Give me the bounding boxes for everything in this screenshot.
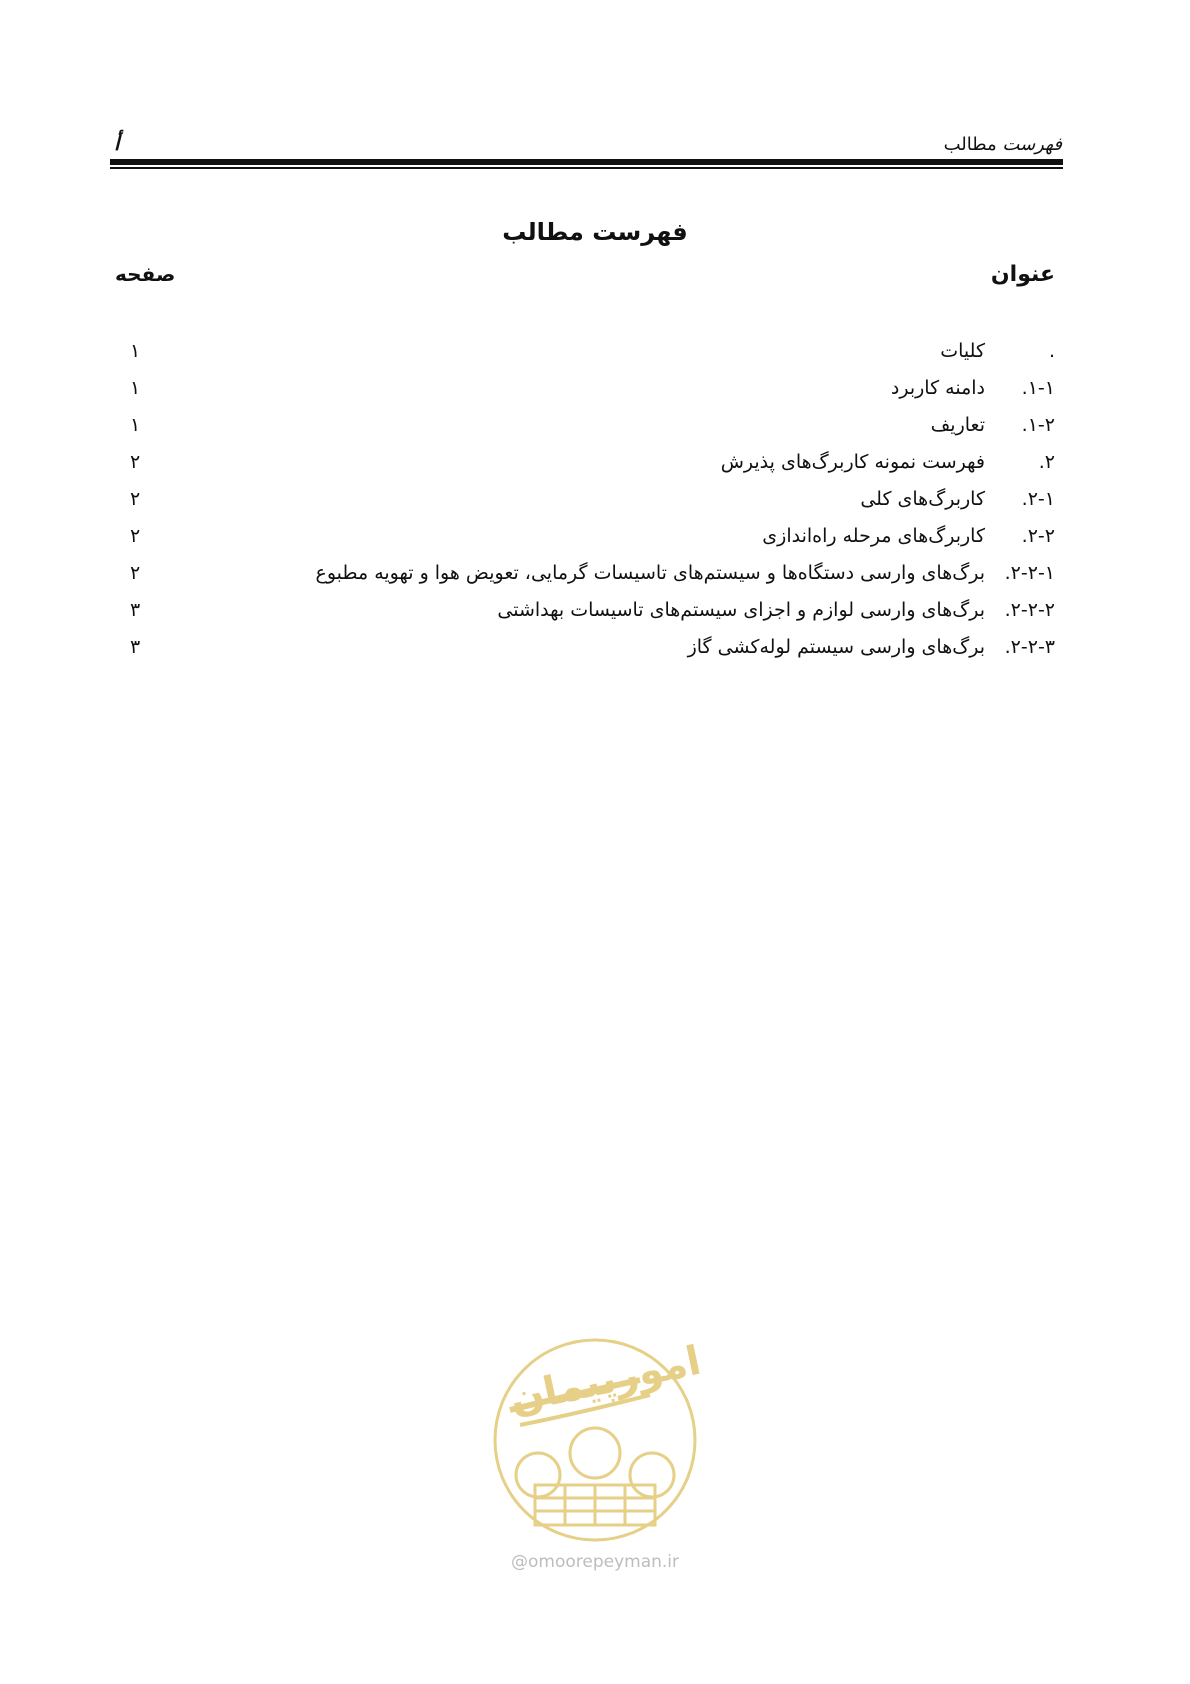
toc-entry-page: ۲: [130, 451, 141, 473]
watermark-brand-text: امورپیمان: [505, 1337, 700, 1423]
toc-entry-text: فهرست نمونه کاربرگ‌های پذیرش: [720, 451, 985, 473]
toc-entry[interactable]: [120, 521, 1055, 558]
toc-entry-number: ۲-۲.: [1021, 525, 1055, 547]
toc-entry-number: ۲-۱.: [1021, 488, 1055, 510]
toc-entry-text: کاربرگ‌های کلی: [860, 488, 985, 510]
running-header-title: [944, 134, 1062, 155]
toc-entry-text: برگ‌های وارسی لوازم و اجزای سیستم‌های تاسیسات بهداشتی: [497, 599, 985, 621]
column-header-title: عنوان: [990, 262, 1055, 287]
toc-entry-number: ۱-۲.: [1021, 414, 1055, 436]
toc-entry[interactable]: [120, 595, 1055, 632]
toc-entry-page: ۱: [130, 377, 141, 399]
watermark-url: @omoorepeyman.ir: [510, 1552, 680, 1572]
toc-entry-number: ۲-۲-۱.: [1004, 562, 1055, 584]
toc-entry-page: ۳: [130, 599, 141, 621]
toc-entry-page: ۱: [130, 414, 141, 436]
running-header-title-rest: مطالب: [943, 134, 997, 155]
toc-entry-text: تعاریف: [930, 414, 985, 436]
toc-entry-text: کلیات: [940, 340, 985, 362]
toc-list: [120, 336, 1055, 669]
column-header-page: صفحه: [115, 262, 176, 286]
toc-entry[interactable]: [120, 632, 1055, 669]
toc-entry-number: ۲-۲-۲.: [1004, 599, 1055, 621]
watermark-logo-icon: [490, 1335, 700, 1545]
running-header-title-italic: فهرست: [1002, 134, 1062, 155]
toc-entry[interactable]: [120, 336, 1055, 373]
toc-entry-text: برگ‌های وارسی سیستم لوله‌کشی گاز: [687, 636, 985, 658]
watermark-logo: [490, 1335, 700, 1545]
toc-entry-number: ۲.: [1038, 451, 1055, 473]
toc-entry-page: ۲: [130, 562, 141, 584]
toc-entry-number: ۱-۱.: [1021, 377, 1055, 399]
toc-entry[interactable]: [120, 484, 1055, 521]
toc-entry[interactable]: [120, 558, 1055, 595]
toc-entry-number: ۲-۲-۳.: [1004, 636, 1055, 658]
toc-entry-page: ۱: [130, 340, 141, 362]
toc-entry-text: برگ‌های وارسی دستگاه‌ها و سیستم‌های تاسیسات گرمایی، تعویض هوا و تهویه مطبوع: [315, 562, 985, 584]
header-rule-thin: [110, 167, 1063, 169]
toc-entry-text: کاربرگ‌های مرحله راه‌اندازی: [762, 525, 985, 547]
toc-entry-number: .: [1048, 340, 1055, 362]
toc-entry-page: ۲: [130, 488, 141, 510]
header-rule-thick: [110, 159, 1063, 165]
toc-entry[interactable]: [120, 447, 1055, 484]
toc-entry[interactable]: [120, 410, 1055, 447]
toc-title: فهرست مطالب: [502, 218, 688, 246]
toc-entry[interactable]: [120, 373, 1055, 410]
running-header-page-number: أ: [114, 131, 120, 155]
toc-entry-page: ۳: [130, 636, 141, 658]
toc-entry-page: ۲: [130, 525, 141, 547]
toc-entry-text: دامنه کاربرد: [890, 377, 985, 399]
